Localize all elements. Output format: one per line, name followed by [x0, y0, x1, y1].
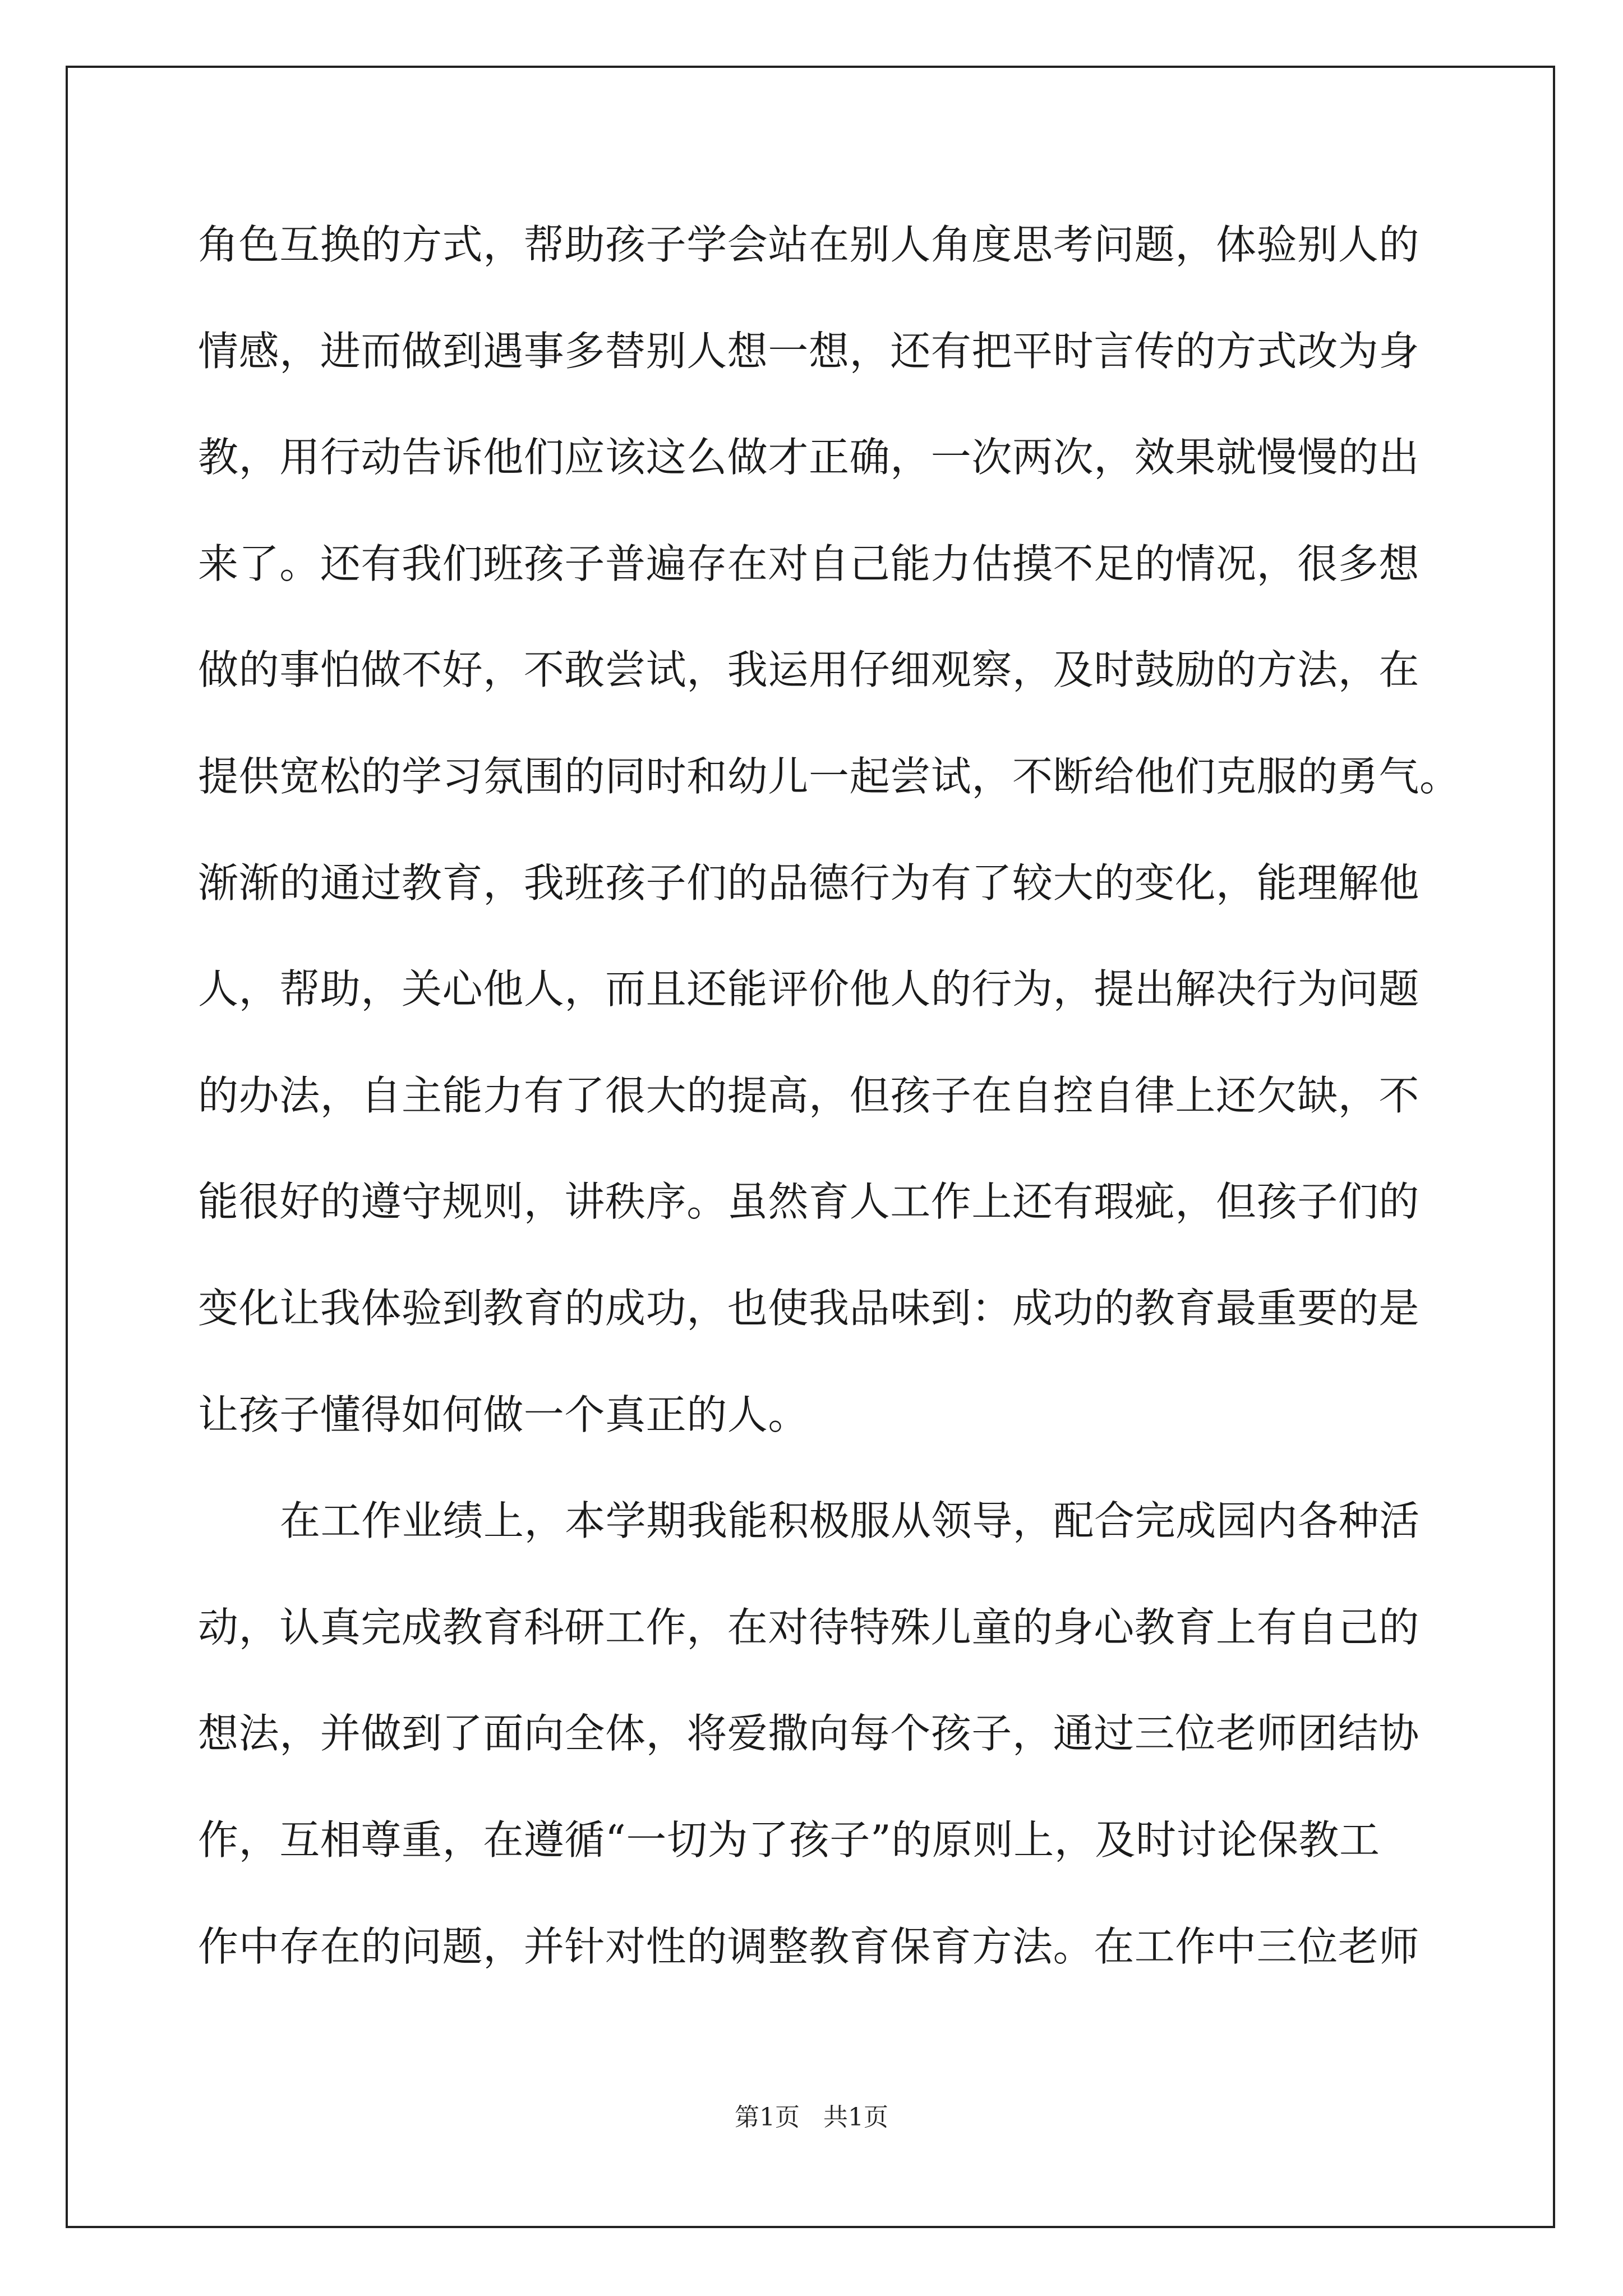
text-line: 渐渐的通过教育，我班孩子们的品德行为有了较大的变化，能理解他 — [198, 859, 1420, 907]
document-body — [198, 208, 1460, 2016]
paragraph-start-line: 在工作业绩上，本学期我能积极服从领导，配合完成园内各种活 — [280, 1497, 1420, 1545]
text-line: 作，互相尊重，在遵循“一切为了孩子”的原则上，及时讨论保教工 — [198, 1816, 1380, 1864]
text-line: 角色互换的方式，帮助孩子学会站在别人角度思考问题，体验别人的 — [198, 221, 1420, 268]
text-line: 做的事怕做不好，不敢尝试，我运用仔细观察，及时鼓励的方法，在 — [198, 646, 1420, 694]
text-line: 人，帮助，关心他人，而且还能评价他人的行为，提出解决行为问题 — [198, 965, 1420, 1013]
text-line: 提供宽松的学习氛围的同时和幼儿一起尝试，不断给他们克服的勇气。 — [198, 752, 1460, 800]
text-line: 变化让我体验到教育的成功，也使我品味到：成功的教育最重要的是 — [198, 1284, 1420, 1332]
text-line: 想法，并做到了面向全体，将爱撒向每个孩子，通过三位老师团结协 — [198, 1710, 1420, 1757]
text-line: 让孩子懂得如何做一个真正的人。 — [198, 1391, 809, 1438]
text-line: 作中存在的问题，并针对性的调整教育保育方法。在工作中三位老师 — [198, 1922, 1420, 1970]
text-line: 情感，进而做到遇事多替别人想一想，还有把平时言传的方式改为身 — [198, 327, 1420, 375]
page-footer: 第1页 共1页 — [735, 2103, 888, 2132]
text-line: 能很好的遵守规则，讲秩序。虽然育人工作上还有瑕疵，但孩子们的 — [198, 1178, 1420, 1226]
text-line: 动，认真完成教育科研工作，在对待特殊儿童的身心教育上有自己的 — [198, 1603, 1420, 1651]
text-line: 来了。还有我们班孩子普遍存在对自己能力估摸不足的情况，很多想 — [198, 540, 1420, 587]
text-line: 的办法，自主能力有了很大的提高，但孩子在自控自律上还欠缺，不 — [198, 1071, 1420, 1119]
text-line: 教，用行动告诉他们应该这么做才正确，一次两次，效果就慢慢的出 — [198, 434, 1420, 481]
